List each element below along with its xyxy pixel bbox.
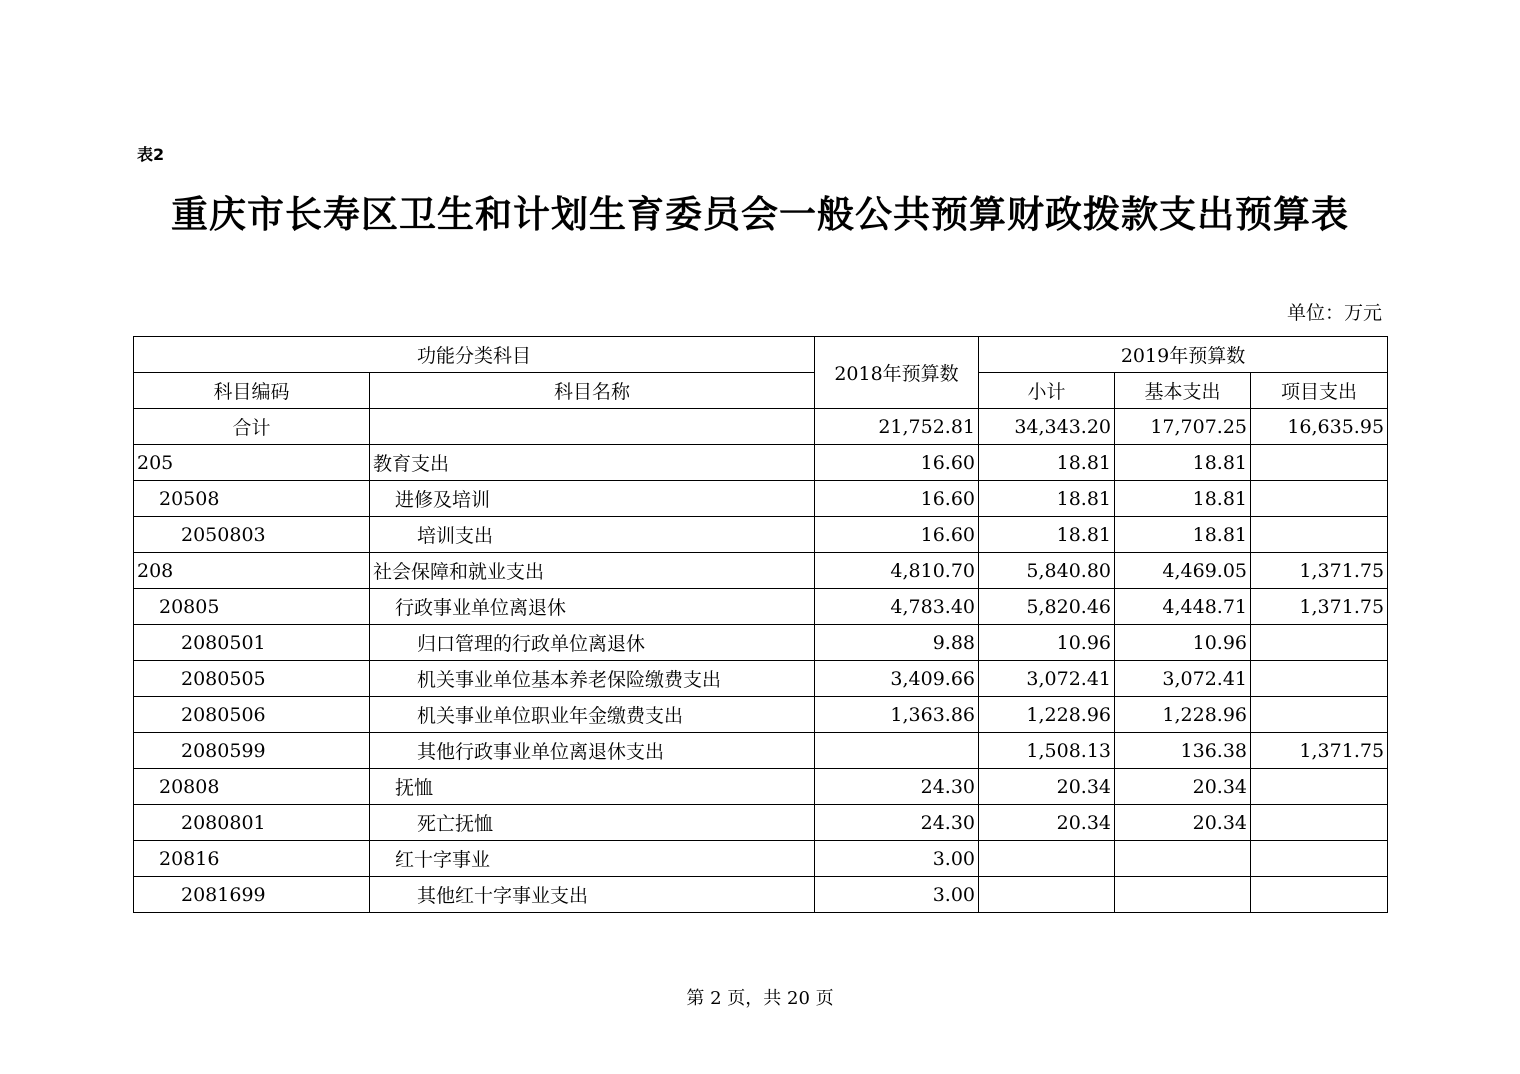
table-row bbox=[134, 517, 1388, 553]
row-budget-2018: 16.60 bbox=[815, 481, 979, 517]
row-code: 20508 bbox=[134, 481, 370, 517]
row-basic: 20.34 bbox=[1115, 769, 1251, 805]
table-row bbox=[134, 697, 1388, 733]
row-name: 死亡抚恤 bbox=[370, 805, 815, 841]
row-budget-2018: 9.88 bbox=[815, 625, 979, 661]
total-row bbox=[134, 409, 1388, 445]
page-title: 重庆市长寿区卫生和计划生育委员会一般公共预算财政拨款支出预算表 bbox=[171, 193, 1349, 236]
row-code: 2080599 bbox=[134, 733, 370, 769]
header-budget-2018: 2018年预算数 bbox=[815, 337, 979, 409]
row-code: 20816 bbox=[134, 841, 370, 877]
header-basic: 基本支出 bbox=[1115, 373, 1251, 409]
table-row bbox=[134, 841, 1388, 877]
row-basic: 3,072.41 bbox=[1115, 661, 1251, 697]
row-budget-2018: 1,363.86 bbox=[815, 697, 979, 733]
table-row bbox=[134, 445, 1388, 481]
total-label: 合计 bbox=[134, 409, 370, 445]
row-subtotal: 18.81 bbox=[979, 517, 1115, 553]
total-project: 16,635.95 bbox=[1251, 409, 1388, 445]
header-budget-2019: 2019年预算数 bbox=[979, 337, 1388, 373]
row-project: 1,371.75 bbox=[1251, 589, 1388, 625]
row-subtotal bbox=[979, 841, 1115, 877]
row-basic: 4,448.71 bbox=[1115, 589, 1251, 625]
table-row bbox=[134, 661, 1388, 697]
row-project bbox=[1251, 661, 1388, 697]
row-name: 红十字事业 bbox=[370, 841, 815, 877]
total-budget-2018: 21,752.81 bbox=[815, 409, 979, 445]
row-code: 208 bbox=[134, 553, 370, 589]
row-name: 抚恤 bbox=[370, 769, 815, 805]
row-subtotal: 3,072.41 bbox=[979, 661, 1115, 697]
table-row bbox=[134, 769, 1388, 805]
row-name: 行政事业单位离退休 bbox=[370, 589, 815, 625]
row-subtotal: 1,228.96 bbox=[979, 697, 1115, 733]
row-code: 2080501 bbox=[134, 625, 370, 661]
row-budget-2018: 3,409.66 bbox=[815, 661, 979, 697]
row-project bbox=[1251, 697, 1388, 733]
table-number-label: 表2 bbox=[137, 145, 165, 164]
header-name: 科目名称 bbox=[370, 373, 815, 409]
total-name bbox=[370, 409, 815, 445]
header-row-1 bbox=[134, 337, 1388, 373]
row-subtotal: 1,508.13 bbox=[979, 733, 1115, 769]
budget-table bbox=[133, 336, 1388, 913]
row-basic: 1,228.96 bbox=[1115, 697, 1251, 733]
row-basic: 18.81 bbox=[1115, 517, 1251, 553]
row-code: 205 bbox=[134, 445, 370, 481]
row-basic bbox=[1115, 841, 1251, 877]
row-budget-2018: 24.30 bbox=[815, 769, 979, 805]
header-code: 科目编码 bbox=[134, 373, 370, 409]
row-subtotal bbox=[979, 877, 1115, 913]
row-subtotal: 18.81 bbox=[979, 481, 1115, 517]
row-basic: 20.34 bbox=[1115, 805, 1251, 841]
header-project: 项目支出 bbox=[1251, 373, 1388, 409]
row-subtotal: 5,840.80 bbox=[979, 553, 1115, 589]
row-name: 机关事业单位职业年金缴费支出 bbox=[370, 697, 815, 733]
row-project bbox=[1251, 481, 1388, 517]
row-code: 20808 bbox=[134, 769, 370, 805]
page-footer: 第 2 页，共 20 页 bbox=[686, 988, 834, 1009]
row-project bbox=[1251, 445, 1388, 481]
row-project bbox=[1251, 625, 1388, 661]
row-basic: 10.96 bbox=[1115, 625, 1251, 661]
row-budget-2018: 3.00 bbox=[815, 841, 979, 877]
total-basic: 17,707.25 bbox=[1115, 409, 1251, 445]
row-project bbox=[1251, 841, 1388, 877]
row-project: 1,371.75 bbox=[1251, 733, 1388, 769]
total-subtotal: 34,343.20 bbox=[979, 409, 1115, 445]
row-name: 培训支出 bbox=[370, 517, 815, 553]
row-name: 机关事业单位基本养老保险缴费支出 bbox=[370, 661, 815, 697]
row-budget-2018: 4,783.40 bbox=[815, 589, 979, 625]
row-code: 2081699 bbox=[134, 877, 370, 913]
row-project: 1,371.75 bbox=[1251, 553, 1388, 589]
unit-label: 单位：万元 bbox=[1286, 302, 1382, 324]
row-basic: 4,469.05 bbox=[1115, 553, 1251, 589]
row-name: 其他红十字事业支出 bbox=[370, 877, 815, 913]
row-budget-2018: 3.00 bbox=[815, 877, 979, 913]
row-code: 2080801 bbox=[134, 805, 370, 841]
row-subtotal: 20.34 bbox=[979, 769, 1115, 805]
row-basic: 18.81 bbox=[1115, 445, 1251, 481]
table-row bbox=[134, 733, 1388, 769]
header-subtotal: 小计 bbox=[979, 373, 1115, 409]
header-functional-class: 功能分类科目 bbox=[134, 337, 815, 373]
row-code: 2080506 bbox=[134, 697, 370, 733]
row-budget-2018: 16.60 bbox=[815, 445, 979, 481]
row-project bbox=[1251, 805, 1388, 841]
row-subtotal: 18.81 bbox=[979, 445, 1115, 481]
row-basic: 18.81 bbox=[1115, 481, 1251, 517]
row-budget-2018: 4,810.70 bbox=[815, 553, 979, 589]
row-project bbox=[1251, 769, 1388, 805]
row-code: 20805 bbox=[134, 589, 370, 625]
row-code: 2050803 bbox=[134, 517, 370, 553]
table-row bbox=[134, 481, 1388, 517]
row-project bbox=[1251, 517, 1388, 553]
row-budget-2018 bbox=[815, 733, 979, 769]
row-project bbox=[1251, 877, 1388, 913]
table-row bbox=[134, 805, 1388, 841]
table-row bbox=[134, 877, 1388, 913]
row-name: 教育支出 bbox=[370, 445, 815, 481]
row-subtotal: 10.96 bbox=[979, 625, 1115, 661]
header-row-2 bbox=[134, 373, 1388, 409]
row-budget-2018: 16.60 bbox=[815, 517, 979, 553]
row-name: 其他行政事业单位离退休支出 bbox=[370, 733, 815, 769]
row-subtotal: 5,820.46 bbox=[979, 589, 1115, 625]
table-row bbox=[134, 553, 1388, 589]
row-basic: 136.38 bbox=[1115, 733, 1251, 769]
table-row bbox=[134, 625, 1388, 661]
row-subtotal: 20.34 bbox=[979, 805, 1115, 841]
row-name: 归口管理的行政单位离退休 bbox=[370, 625, 815, 661]
row-name: 社会保障和就业支出 bbox=[370, 553, 815, 589]
row-basic bbox=[1115, 877, 1251, 913]
row-name: 进修及培训 bbox=[370, 481, 815, 517]
table-row bbox=[134, 589, 1388, 625]
row-code: 2080505 bbox=[134, 661, 370, 697]
row-budget-2018: 24.30 bbox=[815, 805, 979, 841]
